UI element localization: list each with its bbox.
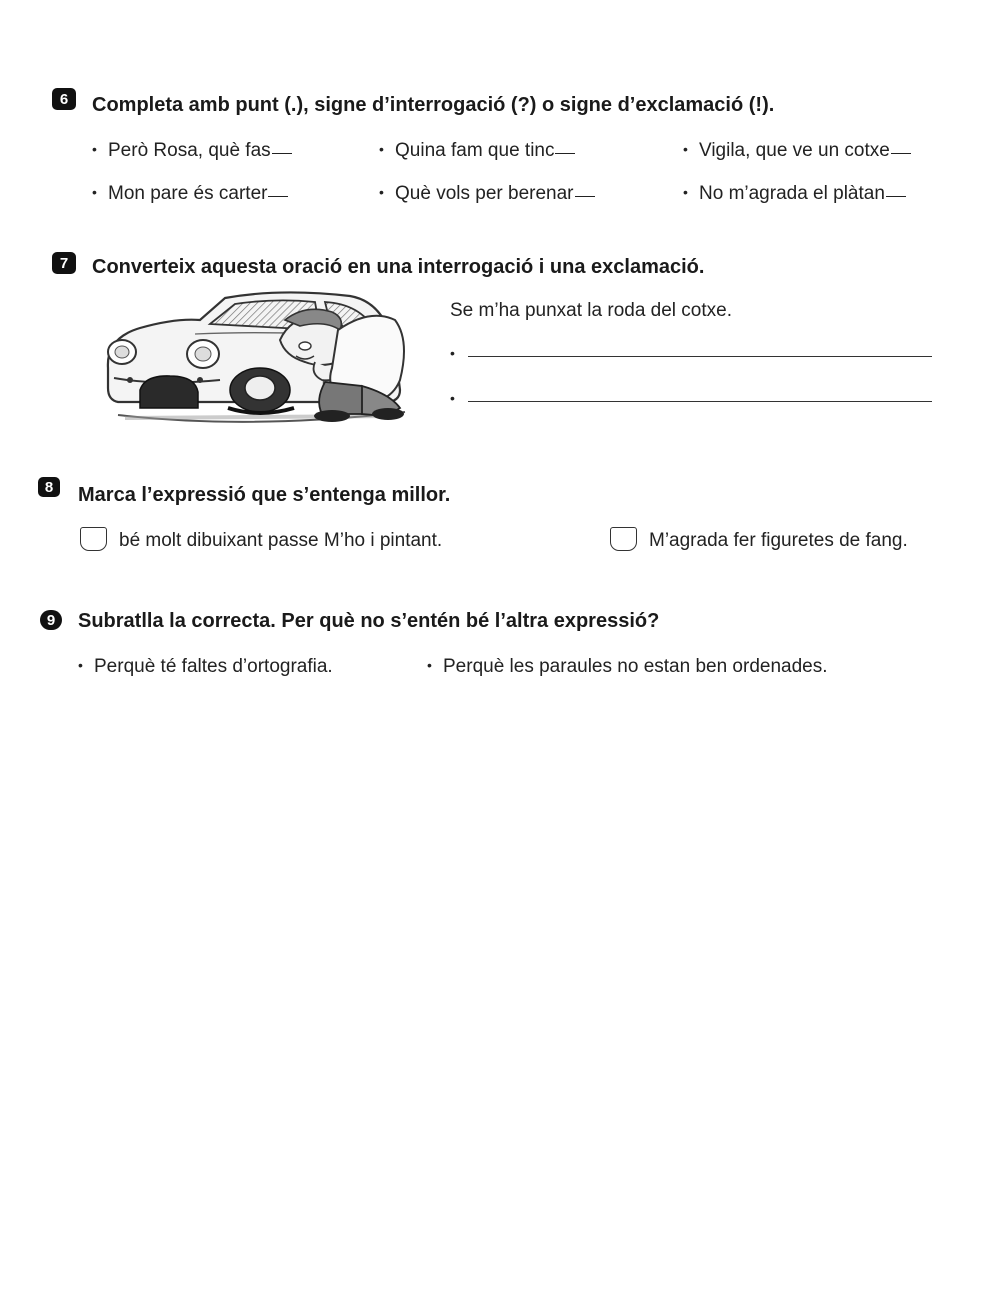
item-text: Quina fam que tinc (395, 140, 555, 161)
blank-line[interactable] (268, 196, 288, 197)
exercise-7-bullet-2: • (450, 390, 455, 406)
exercise-9-heading: Subratlla la correcta. Per què no s’entén bé l’altra expressió? (78, 610, 660, 632)
exercise-8-option-1: bé molt dibuixant passe M’ho i pintant. (119, 530, 443, 551)
exercise-9-option-1[interactable] (78, 656, 333, 678)
bullet: • (78, 657, 83, 673)
exercise-6-number-badge: 6 (52, 88, 76, 110)
bullet: • (379, 184, 384, 200)
exercise-6-item-4 (92, 183, 288, 205)
exercise-9-number-badge: 9 (40, 610, 62, 630)
exercise-7-heading: Converteix aquesta oració en una interrogació i una exclamació. (92, 256, 705, 278)
exercise-8-heading: Marca l’expressió que s’entenga millor. (78, 484, 451, 506)
flat-tire-car-illustration (100, 290, 412, 430)
exercise-7-bullet-1: • (450, 345, 455, 361)
bullet: • (379, 141, 384, 157)
bullet: • (683, 184, 688, 200)
item-text: Però Rosa, què fas (108, 140, 271, 161)
exercise-7-sentence: Se m’ha punxat la roda del cotxe. (450, 300, 733, 321)
exercise-8-option-2: M’agrada fer figuretes de fang. (649, 530, 908, 551)
exercise-6-item-3 (683, 140, 911, 162)
item-text: Mon pare és carter (108, 183, 268, 204)
blank-line[interactable] (886, 196, 906, 197)
exercise-6-item-6 (683, 183, 906, 205)
bullet: • (427, 657, 432, 673)
item-text: Vigila, que ve un cotxe (699, 140, 890, 161)
bullet: • (683, 141, 688, 157)
blank-line[interactable] (272, 153, 292, 154)
exercise-8-checkbox-1[interactable] (80, 527, 107, 551)
blank-line[interactable] (555, 153, 575, 154)
option-text: Perquè les paraules no estan ben ordenades. (443, 656, 828, 677)
exercise-8-number-badge: 8 (38, 477, 60, 497)
exercise-6-item-1 (92, 140, 292, 162)
exercise-7-answer-line-1[interactable] (468, 356, 932, 357)
item-text: No m’agrada el plàtan (699, 183, 885, 204)
exercise-9-option-2[interactable] (427, 656, 828, 678)
exercise-6-heading: Completa amb punt (.), signe d’interrogació (?) o signe d’exclamació (!). (92, 94, 775, 116)
blank-line[interactable] (575, 196, 595, 197)
exercise-6-item-5 (379, 183, 595, 205)
exercise-7-answer-line-2[interactable] (468, 401, 932, 402)
blank-line[interactable] (891, 153, 911, 154)
exercise-6-item-2 (379, 140, 575, 162)
bullet: • (92, 141, 97, 157)
exercise-8-checkbox-2[interactable] (610, 527, 637, 551)
item-text: Què vols per berenar (395, 183, 574, 204)
option-text: Perquè té faltes d’ortografia. (94, 656, 333, 677)
bullet: • (92, 184, 97, 200)
exercise-7-number-badge: 7 (52, 252, 76, 274)
